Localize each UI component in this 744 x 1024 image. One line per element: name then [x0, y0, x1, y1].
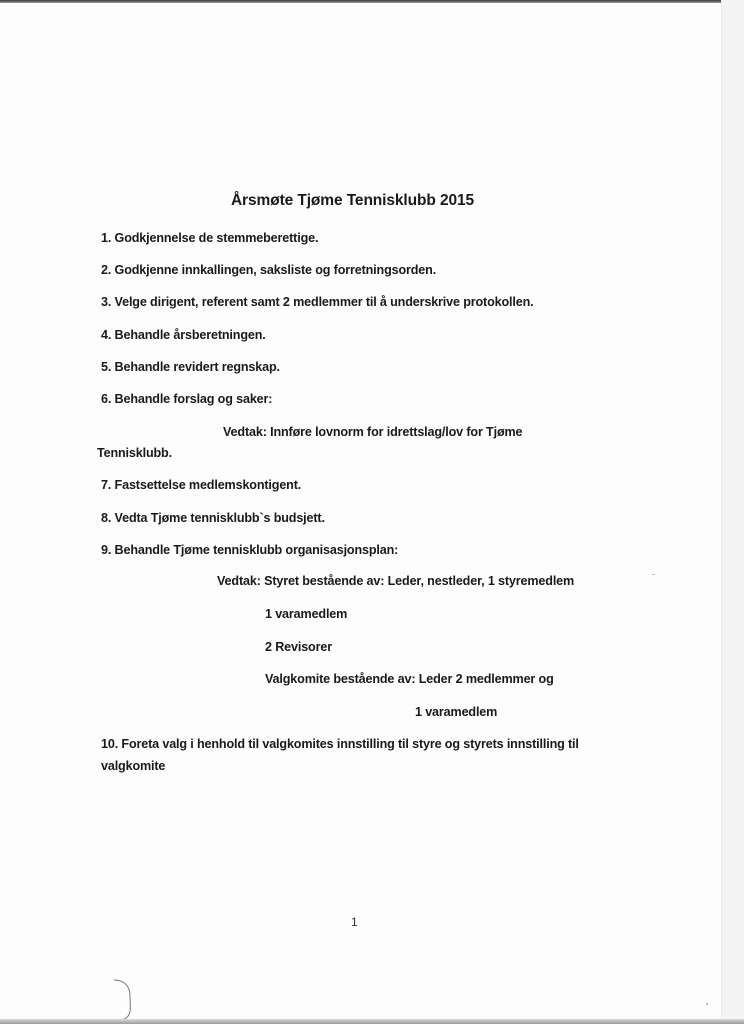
scan-bottom-edge: [0, 1019, 744, 1024]
pen-mark-icon: [110, 978, 150, 1024]
agenda-item-4: 4. Behandle årsberetningen.: [101, 328, 266, 342]
agenda-item-10: 10. Foreta valg i henhold til valgkomites innstilling til styre og styrets innstilling til: [101, 737, 579, 751]
agenda-item-1: 1. Godkjennelse de stemmeberettige.: [101, 231, 319, 245]
agenda-item-9-resolution: Vedtak: Styret bestående av: Leder, nestleder, 1 styremedlem: [217, 574, 575, 588]
agenda-item-6-resolution: Vedtak: Innføre lovnorm for idrettslag/lov for Tjøme: [223, 425, 523, 439]
agenda-item-7: 7. Fastsettelse medlemskontigent.: [101, 478, 302, 492]
document-title: Årsmøte Tjøme Tennisklubb 2015: [230, 192, 475, 209]
agenda-item-9-auditors: 2 Revisorer: [265, 640, 332, 654]
scan-speck: [706, 1003, 708, 1005]
agenda-item-6-resolution-cont: Tennisklubb.: [97, 446, 172, 460]
agenda-item-9-deputy: 1 varamedlem: [265, 607, 348, 621]
agenda-item-10-cont: valgkomite: [101, 759, 166, 773]
scan-speck: [652, 574, 655, 575]
agenda-item-8: 8. Vedta Tjøme tennisklubb`s budsjett.: [101, 511, 325, 525]
agenda-item-9-committee-deputy: 1 varamedlem: [415, 705, 498, 719]
agenda-item-9-nomination-committee: Valgkomite bestående av: Leder 2 medlemmer og: [265, 672, 554, 686]
agenda-item-3: 3. Velge dirigent, referent samt 2 medlemmer til å underskrive protokollen.: [101, 295, 534, 309]
agenda-item-6: 6. Behandle forslag og saker:: [101, 392, 273, 406]
agenda-item-9: 9. Behandle Tjøme tennisklubb organisasjonsplan:: [101, 543, 399, 557]
page-number: 1: [351, 915, 358, 929]
agenda-item-2: 2. Godkjenne innkallingen, saksliste og forretningsorden.: [101, 263, 437, 277]
agenda-item-5: 5. Behandle revidert regnskap.: [101, 360, 280, 374]
scan-right-margin: [721, 0, 744, 1024]
